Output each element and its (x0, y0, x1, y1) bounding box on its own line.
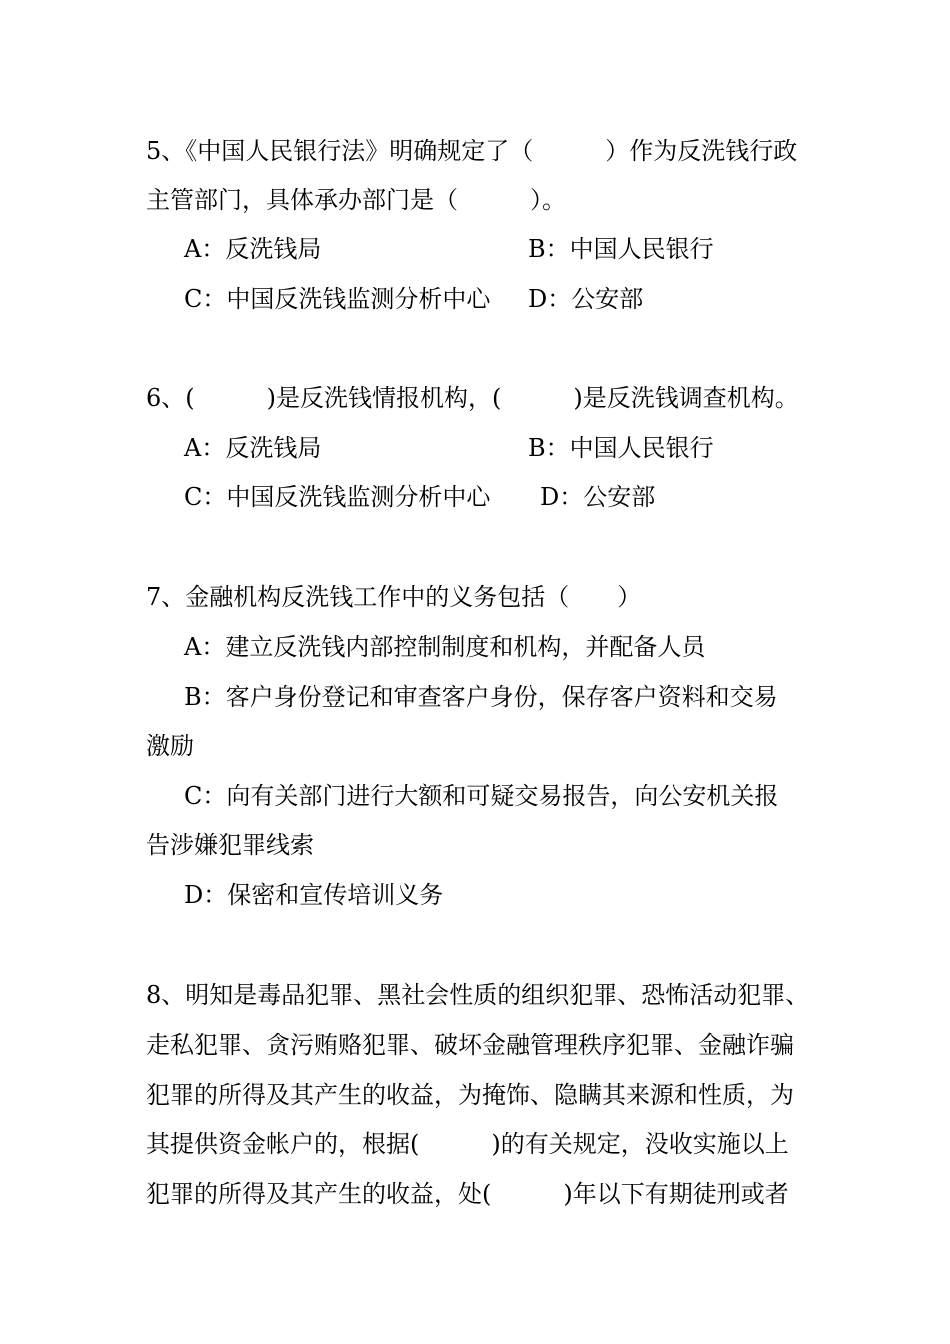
question-7-option-c: C：向有关部门进行大额和可疑交易报告，向公安机关报 (184, 782, 779, 810)
question-8-line-5: 犯罪的所得及其产生的收益，处( )年以下有期徒刑或者 (146, 1180, 789, 1208)
question-7-option-c-cont: 告涉嫌犯罪线索 (146, 831, 314, 859)
question-5-option-c: C：中国反洗钱监测分析中心 (184, 285, 491, 313)
question-8-line-3: 犯罪的所得及其产生的收益，为掩饰、隐瞒其来源和性质，为 (146, 1081, 794, 1109)
question-6-option-d: D：公安部 (540, 483, 656, 511)
question-6-option-a: A：反洗钱局 (184, 434, 322, 462)
question-7-option-b: B：客户身份登记和审查客户身份，保存客户资料和交易 (184, 683, 778, 711)
question-7-option-d: D：保密和宣传培训义务 (184, 881, 444, 909)
question-7-option-b-cont: 激励 (146, 732, 194, 760)
question-5-option-a: A：反洗钱局 (184, 235, 322, 263)
question-7-line-1: 7、金融机构反洗钱工作中的义务包括（ ） (146, 583, 642, 611)
question-5-option-b: B：中国人民银行 (528, 235, 714, 263)
question-6-option-c: C：中国反洗钱监测分析中心 (184, 483, 491, 511)
question-6-option-b: B：中国人民银行 (528, 434, 714, 462)
question-8-line-2: 走私犯罪、贪污贿赂犯罪、破坏金融管理秩序犯罪、金融诈骗 (146, 1031, 794, 1059)
question-8-line-4: 其提供资金帐户的，根据( )的有关规定，没收实施以上 (146, 1130, 789, 1158)
question-5-line-2: 主管部门，具体承办部门是（ ）。 (146, 186, 566, 214)
question-6-line-1: 6、( )是反洗钱情报机构，( )是反洗钱调查机构。 (146, 384, 799, 412)
question-8-line-1: 8、明知是毒品犯罪、黑社会性质的组织犯罪、恐怖活动犯罪、 (146, 981, 810, 1009)
question-5-option-d: D：公安部 (528, 285, 644, 313)
question-5-line-1: 5、《中国人民银行法》明确规定了（ ）作为反洗钱行政 (146, 137, 798, 165)
question-7-option-a: A：建立反洗钱内部控制制度和机构，并配备人员 (184, 633, 706, 661)
